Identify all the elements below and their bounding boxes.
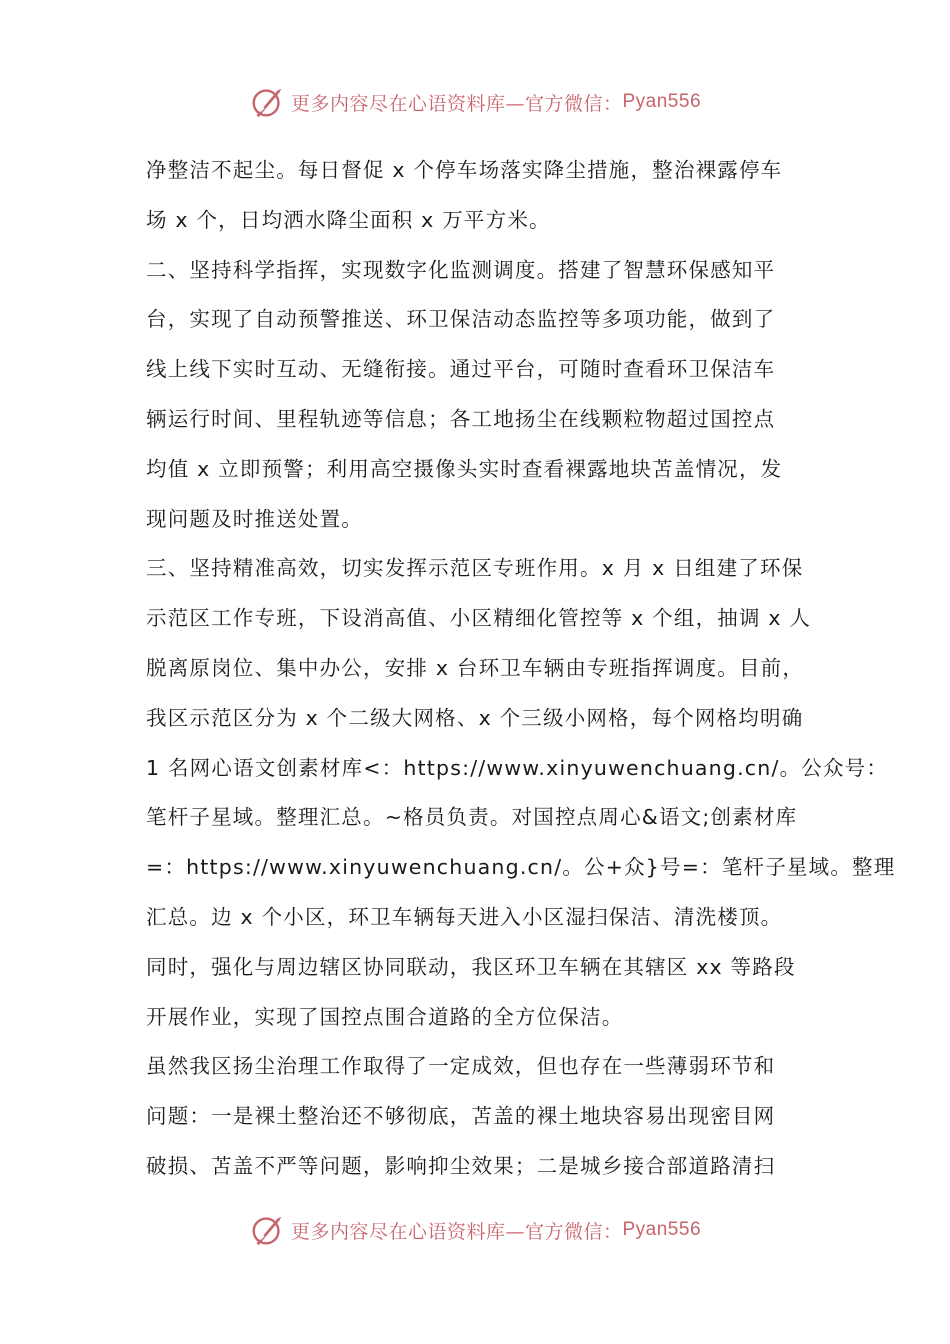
body-line: 线上线下实时互动、无缝衔接。通过平台，可随时查看环卫保洁车 (146, 357, 776, 382)
body-line: 同时，强化与周边辖区协同联动，我区环卫车辆在其辖区 xx 等路段 (146, 954, 796, 979)
body-line: 现问题及时推送处置。 (146, 506, 363, 531)
body-line: 脱离原岗位、集中办公，安排 x 台环卫车辆由专班指挥调度。目前， (146, 655, 805, 680)
body-line: 台，实现了自动预警推送、环卫保洁动态监控等多项功能，做到了 (146, 307, 776, 332)
body-line: =：https://www.xinyuwenchuang.cn/。公+众}号=：笔杆子星域。整理 (146, 855, 896, 880)
quill-logo-icon (249, 83, 287, 121)
body-line: 辆运行时间、里程轨迹等信息；各工地扬尘在线颗粒物超过国控点 (146, 406, 776, 431)
quill-logo-icon (249, 1211, 287, 1249)
header-wechat-id: Pyan556 (622, 91, 702, 112)
body-line: 三、坚持精准高效，切实发挥示范区专班作用。x 月 x 日组建了环保 (146, 556, 804, 581)
body-line: 汇总。边 x 个小区，环卫车辆每天进入小区湿扫保洁、清洗楼顶。 (146, 904, 783, 929)
body-line: 笔杆子星域。整理汇总。~格员负责。对国控点周心&语文;创素材库 (146, 805, 798, 830)
body-line: 二、坚持科学指挥，实现数字化监测调度。搭建了智慧环保感知平 (146, 257, 776, 282)
body-line: 场 x 个，日均洒水降尘面积 x 万平方米。 (146, 207, 551, 232)
body-line: 均值 x 立即预警；利用高空摄像头实时查看裸露地块苫盖情况，发 (146, 456, 783, 481)
footer-wechat-id: Pyan556 (622, 1219, 702, 1240)
footer-banner (0, 1210, 950, 1250)
body-line: 净整洁不起尘。每日督促 x 个停车场落实降尘措施，整治裸露停车 (146, 158, 783, 182)
body-line: 破损、苫盖不严等问题，影响抑尘效果；二是城乡接合部道路清扫 (146, 1153, 776, 1178)
header-banner (0, 82, 950, 122)
footer-banner-text: 更多内容尽在心语资料库—官方微信： (290, 1220, 623, 1243)
body-line: 问题：一是裸土整治还不够彻底，苫盖的裸土地块容易出现密目网 (146, 1104, 776, 1129)
header-banner-text: 更多内容尽在心语资料库—官方微信： (290, 92, 623, 115)
document-body (146, 146, 896, 1192)
body-line: 我区示范区分为 x 个二级大网格、x 个三级小网格，每个网格均明确 (146, 705, 804, 730)
body-line: 虽然我区扬尘治理工作取得了一定成效，但也存在一些薄弱环节和 (146, 1054, 776, 1079)
body-line: 开展作业，实现了国控点围合道路的全方位保洁。 (146, 1004, 624, 1029)
body-line: 1 名网心语文创素材库<：https://www.xinyuwenchuang.cn/。公众号： (146, 755, 889, 780)
body-line: 示范区工作专班，下设消高值、小区精细化管控等 x 个组，抽调 x 人 (146, 606, 812, 631)
